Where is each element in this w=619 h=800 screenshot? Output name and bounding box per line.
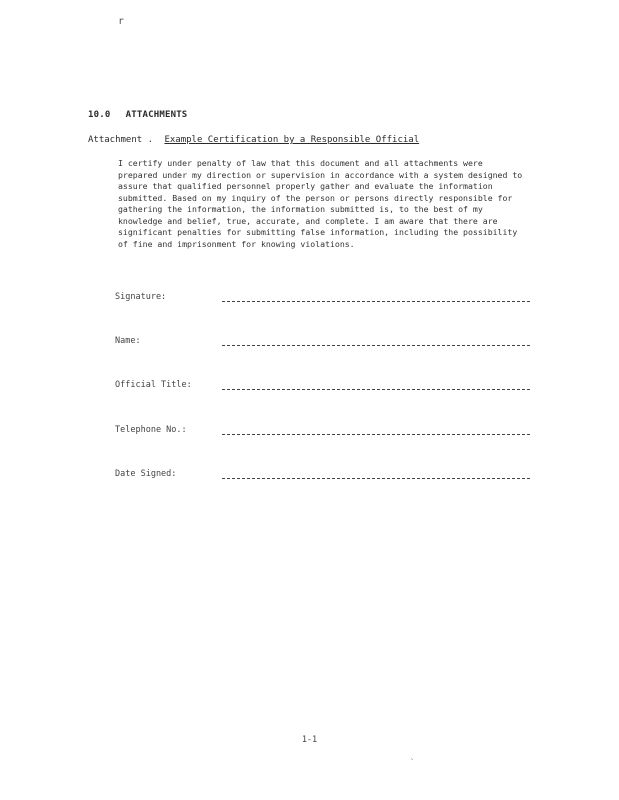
date-signed-line[interactable] [222,478,530,479]
attachment-heading [88,135,419,145]
signature-label: Signature: [115,292,167,302]
name-line[interactable] [222,345,530,346]
signature-field[interactable] [115,292,530,306]
attachment-title: Example Certification by a Responsible Official [164,135,420,145]
name-label: Name: [115,336,141,346]
section-heading [88,110,187,120]
attachment-label: Attachment [88,135,143,145]
page-number: 1-1 [301,735,318,745]
telephone-line[interactable] [222,434,530,435]
date-signed-label: Date Signed: [115,469,177,479]
section-title: ATTACHMENTS [125,110,188,120]
official-title-line[interactable] [222,389,530,390]
section-number: 10.0 [88,110,111,120]
telephone-field[interactable] [115,425,530,439]
name-field[interactable] [115,336,530,350]
date-signed-field[interactable] [115,469,530,483]
signature-line[interactable] [222,301,530,302]
corner-mark: r [118,16,125,27]
telephone-label: Telephone No.: [115,425,187,435]
attachment-separator: . [147,135,154,145]
official-title-label: Official Title: [115,380,192,390]
stray-mark: ` [410,758,415,767]
official-title-field[interactable] [115,380,530,394]
certification-statement: I certify under penalty of law that this document and all attachments were prepared under my direction or supervision in accordance with a system designed to assure that qualified personnel properly gather and evaluate the information submitted. Based on my inquiry of the person or persons directly responsible for gathering the information, the information submitted is, to the best of my knowledge and belief, true, accurate, and complete. I am aware that there are significant penalties for submitting false information, including the possibility of fine and imprisonment for knowing violations. [118,158,523,249]
